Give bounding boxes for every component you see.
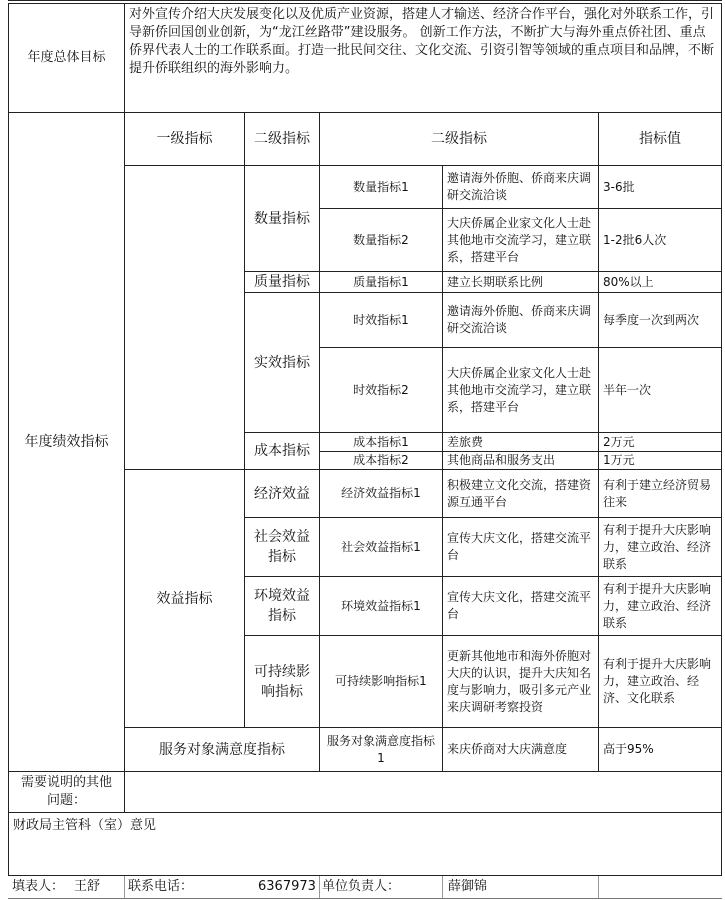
quantity-row2-value: 1-2批6人次	[598, 208, 722, 272]
quantity-row1-value: 3-6批	[598, 165, 722, 209]
social-desc: 宣传大庆文化，搭建交流平台	[442, 517, 599, 577]
cost-row2-name: 成本指标2	[319, 451, 443, 470]
social-value: 有利于提升大庆影响力，建立政治、经济联系	[598, 517, 722, 577]
quantity-row1-name: 数量指标1	[319, 165, 443, 209]
environment-desc: 宣传大庆文化，搭建交流平台	[442, 576, 599, 636]
filler-label: 填表人：	[12, 879, 65, 894]
social-name: 社会效益指标1	[319, 517, 443, 577]
header-level1: 一级指标	[124, 112, 245, 166]
environment-label: 环境效益指标	[244, 576, 320, 636]
header-level3: 二级指标	[319, 112, 599, 166]
sustainable-name: 可持续影响指标1	[319, 635, 443, 728]
quantity-label: 数量指标	[244, 165, 320, 272]
footer-divider-1	[124, 876, 125, 898]
environment-name: 环境效益指标1	[319, 576, 443, 636]
timeliness-row1-desc: 邀请海外侨胞、侨商来庆调研交流洽谈	[442, 292, 599, 348]
annual-goal-label: 年度总体目标	[8, 3, 125, 113]
quantity-row1-desc: 邀请海外侨胞、侨商来庆调研交流洽谈	[442, 165, 599, 209]
footer-divider-4	[598, 876, 599, 898]
quantity-row2-name: 数量指标2	[319, 208, 443, 272]
performance-label: 年度绩效指标	[8, 112, 125, 772]
output-indicator-cell	[124, 165, 245, 470]
cost-row1-name: 成本指标1	[319, 432, 443, 452]
finance-opinion-label: 财政局主管科（室）意见	[13, 818, 157, 833]
finance-opinion[interactable]	[8, 812, 722, 876]
annual-goal-text: 对外宣传介绍大庆发展变化以及优质产业资源，搭建人才输送、经济合作平台，强化对外联系工作，引导新侨回国创业创新，为“龙江丝路带”建设服务。 创新工作方法，不断扩大与海外重点侨社团、重点侨界代表人士的工作联系面。打造一批民间交往、文化交流、引资引智等领域的重点项目和品牌，不断提升侨联组织的海外影响力。	[124, 3, 722, 113]
leader-name: 薛御锦	[448, 879, 488, 894]
environment-value: 有利于提升大庆影响力，建立政治、经济联系	[598, 576, 722, 636]
header-value: 指标值	[598, 112, 722, 166]
satisfaction-label: 服务对象满意度指标	[124, 727, 320, 772]
satisfaction-desc: 来庆侨商对大庆满意度	[442, 727, 599, 772]
cost-row1-value: 2万元	[598, 432, 722, 452]
notes-text[interactable]	[124, 771, 722, 813]
quality-label: 质量指标	[244, 271, 320, 293]
cost-row2-value: 1万元	[598, 451, 722, 470]
quality-row1-name: 质量指标1	[319, 271, 443, 293]
phone-number: 6367973	[258, 879, 316, 894]
economic-name: 经济效益指标1	[319, 469, 443, 518]
economic-desc: 积极建立文化交流，搭建资源互通平台	[442, 469, 599, 518]
sustainable-value: 有利于提升大庆影响力，建立政治、经济、文化联系	[598, 635, 722, 728]
social-label: 社会效益指标	[244, 517, 320, 577]
footer-underline	[8, 897, 722, 899]
sustainable-label: 可持续影响指标	[244, 635, 320, 728]
header-level2: 二级指标	[244, 112, 320, 166]
quality-row1-desc: 建立长期联系比例	[442, 271, 599, 293]
leader-label: 单位负责人：	[322, 879, 401, 894]
timeliness-label: 实效指标	[244, 292, 320, 433]
footer-divider-3	[442, 876, 443, 898]
satisfaction-name: 服务对象满意度指标1	[319, 727, 443, 772]
cost-row1-desc: 差旅费	[442, 432, 599, 452]
quality-row1-value: 80%以上	[598, 271, 722, 293]
timeliness-row1-value: 每季度一次到两次	[598, 292, 722, 348]
cost-label: 成本指标	[244, 432, 320, 470]
timeliness-row1-name: 时效指标1	[319, 292, 443, 348]
quantity-row2-desc: 大庆侨属企业家文化人士赴其他地市交流学习，建立联系，搭建平台	[442, 208, 599, 272]
notes-label: 需要说明的其他问题：	[8, 771, 125, 813]
filler-name: 王舒	[74, 879, 101, 894]
timeliness-row2-name: 时效指标2	[319, 347, 443, 433]
satisfaction-value: 高于95%	[598, 727, 722, 772]
sustainable-desc: 更新其他地市和海外侨胞对大庆的认识，提升大庆知名度与影响力，吸引多元产业来庆调研考察投资	[442, 635, 599, 728]
timeliness-row2-desc: 大庆侨属企业家文化人士赴其他地市交流学习，建立联系，搭建平台	[442, 347, 599, 433]
phone-label: 联系电话：	[128, 879, 194, 894]
economic-value: 有利于建立经济贸易往来	[598, 469, 722, 518]
benefit-label: 效益指标	[124, 469, 245, 728]
timeliness-row2-value: 半年一次	[598, 347, 722, 433]
cost-row2-desc: 其他商品和服务支出	[442, 451, 599, 470]
economic-label: 经济效益	[244, 469, 320, 518]
footer-divider-2	[319, 876, 320, 898]
